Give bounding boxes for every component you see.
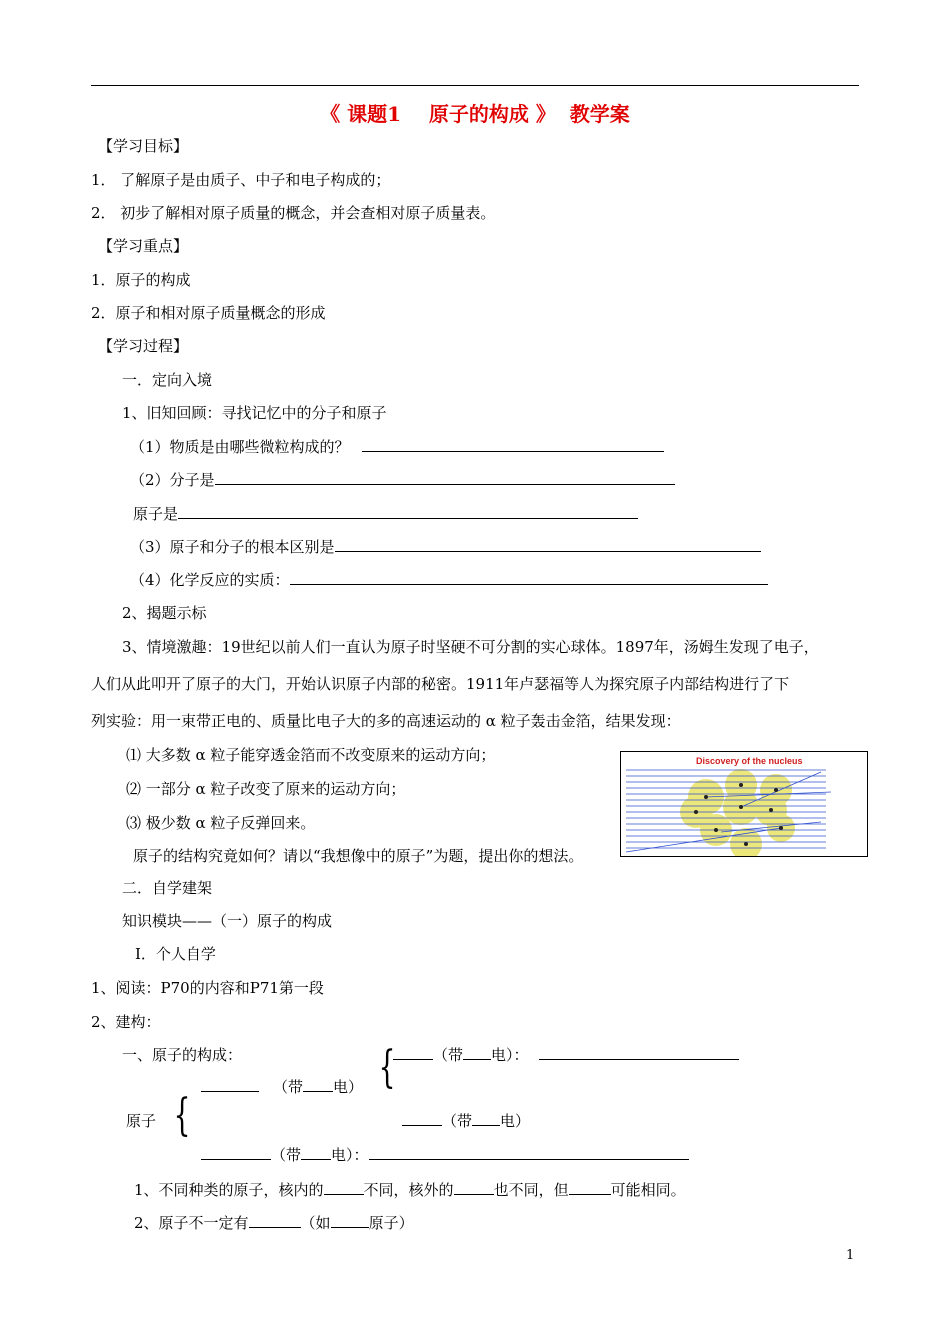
- structure-row-neutron: （带 电）: [402, 1111, 530, 1131]
- story-line-2: 人们从此叩开了原子的大门，开始认识原子内部的秘密。1911年卢瑟福等人为探究原子内部结构进行了下: [91, 675, 790, 693]
- answer-blank: [335, 537, 761, 552]
- answer-blank: [215, 470, 675, 485]
- question-1-text: （1）物质是由哪些微粒构成的？: [130, 438, 350, 456]
- build-task: 2、建构：: [91, 1013, 161, 1031]
- answer-blank: [324, 1180, 364, 1195]
- focus-item-1: 1．原子的构成: [91, 271, 191, 289]
- structure-label: 一、原子的构成：: [122, 1046, 243, 1064]
- question-2b: [133, 504, 638, 524]
- thinking-question: 原子的结构究竟如何？请以“我想像中的原子”为题，提出你的想法。: [133, 847, 584, 865]
- document-title: 《 课题1 原子的构成 》 教学案: [320, 102, 630, 126]
- answer-blank: [331, 1213, 369, 1228]
- story-line-3: 列实验：用一束带正电的、质量比电子大的多的高速运动的 α 粒子轰击金箔，结果发现：: [91, 712, 681, 730]
- answer-blank: [472, 1111, 500, 1126]
- question-4-text: （4）化学反应的实质：: [130, 571, 290, 589]
- question-3: [130, 537, 761, 557]
- fill-sentence-1: 1、不同种类的原子，核内的 不同，核外的 也不同，但 可能相同。: [134, 1181, 686, 1199]
- answer-blank: [569, 1180, 611, 1195]
- part2-heading: 二．自学建架: [122, 879, 213, 897]
- personal-study: Ⅰ．个人自学: [135, 945, 216, 963]
- answer-blank: [539, 1045, 739, 1060]
- answer-blank: [301, 1145, 331, 1160]
- question-4: [130, 570, 768, 590]
- alpha-scattering-diagram: [621, 752, 867, 856]
- brace-right-group: {: [378, 1042, 396, 1093]
- question-3-text: （3）原子和分子的根本区别是: [130, 538, 335, 556]
- knowledge-module: 知识模块——（一）原子的构成: [122, 912, 333, 930]
- answer-blank: [362, 437, 664, 452]
- part1-heading: 一．定向入境: [122, 371, 213, 389]
- answer-blank: [402, 1111, 442, 1126]
- answer-blank: [369, 1145, 689, 1160]
- question-2b-text: 原子是: [133, 505, 179, 523]
- section-heading-objectives: 【学习目标】: [98, 137, 189, 155]
- atom-label: 原子: [126, 1112, 157, 1130]
- reveal-heading: 2、揭题示标: [122, 604, 207, 622]
- rutherford-experiment-figure: [620, 751, 868, 857]
- structure-row-electron: （带 电）：: [201, 1145, 689, 1165]
- question-1: [130, 437, 664, 457]
- answer-blank: [290, 570, 768, 585]
- result-1: ⑴ 大多数 α 粒子能穿透金箔而不改变原来的运动方向；: [126, 746, 496, 764]
- section-heading-focus: 【学习重点】: [98, 237, 189, 255]
- page-number: 1: [846, 1248, 855, 1263]
- reading-task: 1、阅读：P70的内容和P71第一段: [91, 979, 324, 997]
- answer-blank: [178, 504, 638, 519]
- focus-item-2: 2．原子和相对原子质量概念的形成: [91, 304, 326, 322]
- brace-atom: {: [173, 1090, 191, 1141]
- answer-blank: [454, 1180, 494, 1195]
- figure-caption: Discovery of the nucleus: [696, 756, 803, 766]
- answer-blank: [393, 1045, 433, 1060]
- review-prompt: 1、旧知回顾：寻找记忆中的分子和原子: [122, 404, 387, 422]
- section-heading-process: 【学习过程】: [98, 337, 189, 355]
- answer-blank: [303, 1077, 333, 1092]
- question-2: [130, 470, 675, 490]
- answer-blank: [249, 1213, 301, 1228]
- answer-blank: [201, 1145, 271, 1160]
- story-line-1: 3、情境激趣：19世纪以前人们一直认为原子时坚硬不可分割的实心球体。1897年，汤姆生发现了电子，: [122, 638, 819, 656]
- result-2: ⑵ 一部分 α 粒子改变了原来的运动方向；: [126, 780, 406, 798]
- result-3: ⑶ 极少数 α 粒子反弹回来。: [126, 814, 316, 832]
- answer-blank: [201, 1077, 259, 1092]
- question-2-text: （2）分子是: [130, 471, 215, 489]
- objective-item-1: 1． 了解原子是由质子、中子和电子构成的；: [91, 171, 391, 189]
- objective-item-2: 2． 初步了解相对原子质量的概念，并会查相对原子质量表。: [91, 204, 496, 222]
- structure-row-nucleus: （带 电）: [201, 1077, 363, 1097]
- answer-blank: [463, 1045, 491, 1060]
- header-rule: [91, 85, 859, 86]
- structure-row-top: （带 电）：: [393, 1045, 739, 1065]
- fill-sentence-2: 2、原子不一定有 （如 原子）: [134, 1214, 414, 1232]
